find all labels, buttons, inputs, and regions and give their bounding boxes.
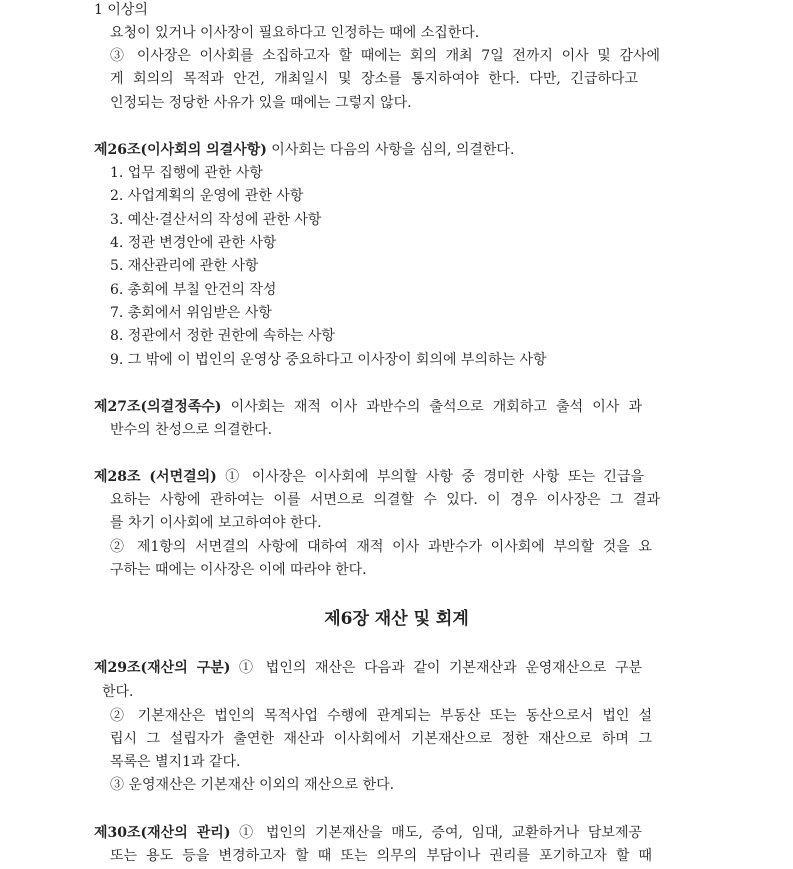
art30-line-1: 또는 용도 등을 변경하고자 할 때 또는 의무의 부담이나 권리를 포기하고자 할 때 (110, 848, 652, 864)
art29-line-2: ② 기본재산은 법인의 목적사업 수행에 관계되는 부동산 또는 동산으로서 법인 설 (110, 708, 652, 724)
art28-line-4: 구하는 때에는 이사장은 이에 따라야 한다. (110, 562, 367, 578)
art29-first-line (94, 659, 642, 677)
article-text: ① 이사장은 이사회에 부의할 사항 중 경미한 사항 또는 긴급을 (216, 469, 644, 485)
art28-first-line (94, 468, 644, 486)
article-text: 이사회는 재적 이사 과반수의 출석으로 개회하고 출석 이사 과 (221, 399, 642, 415)
art29-line-4: 목록은 별지1과 같다. (110, 754, 241, 770)
list-item: 1. 업무 집행에 관한 사항 (110, 165, 263, 181)
art28-line-2: 를 차기 이사회에 보고하여야 한다. (110, 515, 322, 531)
art25-line-4: 인정되는 정당한 사유가 있을 때에는 그렇지 않다. (110, 95, 412, 111)
list-item: 3. 예산·결산서의 작성에 관한 사항 (110, 212, 322, 228)
art29-line-3: 립시 그 설립자가 출연한 재산과 이사회에서 기본재산으로 정한 재산으로 하며 그 (110, 731, 652, 747)
art28-line-3: ② 제1항의 서면결의 사항에 대하여 재적 이사 과반수가 이사회에 부의할 것을 요 (110, 539, 652, 555)
art29-line-5: ③ 운영재산은 기본재산 이외의 재산으로 한다. (110, 777, 395, 793)
article-text: ① 법인의 재산은 다음과 같이 기본재산과 운영재산으로 구분 (230, 660, 642, 676)
art25-line-3: 게 회의의 목적과 안건, 개최일시 및 장소를 통지하여야 한다. 다만, 긴급하다고 (110, 71, 638, 87)
list-item: 2. 사업계획의 운영에 관한 사항 (110, 188, 304, 204)
list-item: 4. 정관 변경안에 관한 사항 (110, 235, 277, 251)
article-heading: 제29조(재산의 구분) (94, 660, 231, 676)
list-item: 6. 총회에 부칠 안건의 작성 (110, 282, 277, 298)
article-text: ① 법인의 기본재산을 매도, 증여, 임대, 교환하거나 담보제공 (230, 825, 642, 841)
article-heading: 제30조(재산의 관리) (94, 825, 231, 841)
list-item: 7. 총회에서 위임받은 사항 (110, 305, 272, 321)
art25-line-1: 요청이 있거나 이사장이 필요하다고 인정하는 때에 소집한다. (110, 25, 480, 41)
art25-line-0: 1 이상의 (94, 2, 148, 18)
art29-line-1: 한다. (102, 684, 134, 700)
article-heading: 제27조(의결정족수) (94, 399, 222, 415)
list-item: 8. 정관에서 정한 권한에 속하는 사항 (110, 328, 335, 344)
art26-first-line (94, 141, 514, 159)
art27-first-line (94, 398, 642, 416)
art25-line-2: ③ 이사장은 이사회를 소집하고자 할 때에는 회의 개최 7일 전까지 이사 및 감사에 (110, 48, 660, 64)
article-heading: 제26조(이사회의 의결사항) (94, 142, 267, 158)
list-item: 9. 그 밖에 이 법인의 운영상 중요하다고 이사장이 회의에 부의하는 사항 (110, 352, 547, 368)
art27-line-1: 반수의 찬성으로 의결한다. (110, 422, 273, 438)
chapter-title: 제6장 재산 및 회계 (324, 609, 469, 629)
art28-line-1: 요하는 사항에 관하여는 이를 서면으로 의결할 수 있다. 이 경우 이사장은 그 결과 (110, 492, 660, 508)
art30-first-line (94, 824, 642, 842)
list-item: 5. 재산관리에 관한 사항 (110, 258, 259, 274)
article-heading: 제28조 (서면결의) (94, 469, 217, 485)
article-text: 이사회는 다음의 사항을 심의, 의결한다. (266, 142, 515, 158)
